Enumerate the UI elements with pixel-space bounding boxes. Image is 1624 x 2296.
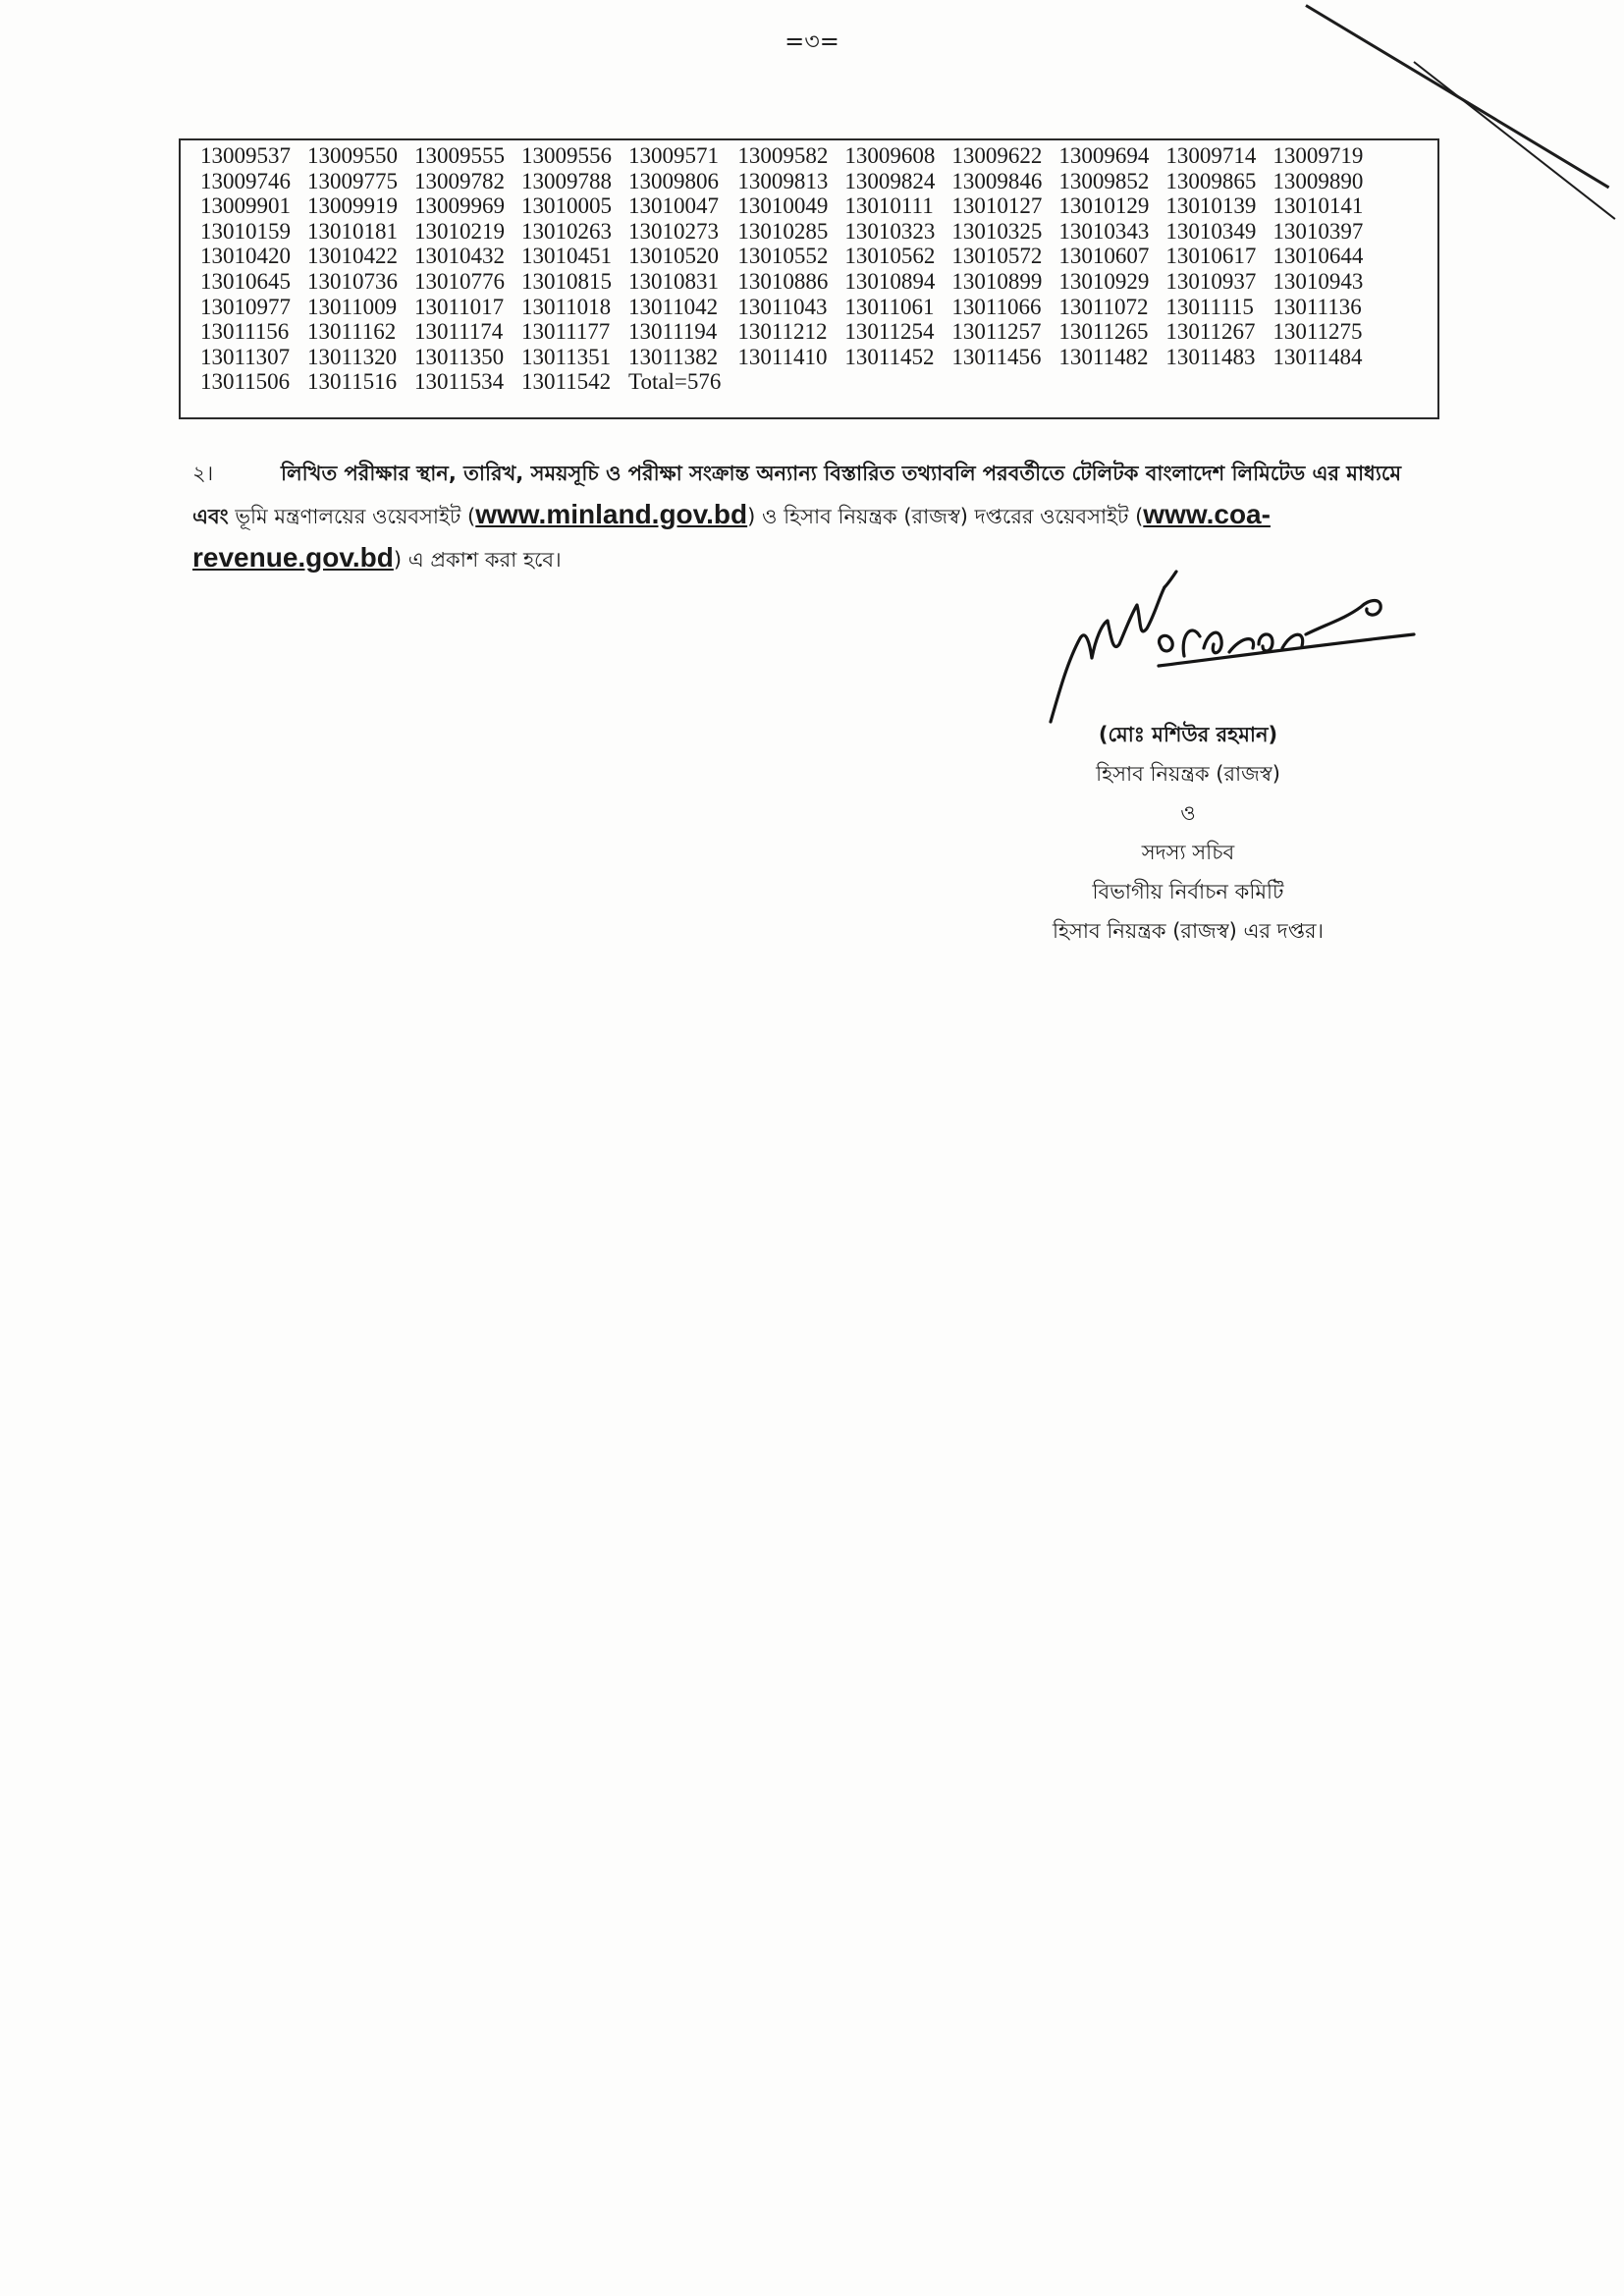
- notice-text-1: ভূমি মন্ত্রণালয়ের ওয়েবসাইট (: [235, 505, 476, 528]
- roll-number: 13011484: [1272, 344, 1363, 369]
- roll-number: 13009746: [200, 168, 291, 193]
- roll-number: 13011009: [307, 294, 398, 319]
- roll-number: 13011042: [628, 294, 719, 319]
- roll-number: 13010937: [1165, 268, 1257, 294]
- roll-number: 13011254: [844, 319, 935, 345]
- roll-number: 13010929: [1058, 268, 1150, 294]
- roll-number: 13011115: [1165, 294, 1254, 319]
- roll-number: 13010343: [1058, 218, 1150, 244]
- roll-number-box: [179, 138, 1439, 419]
- roll-number: 13009537: [200, 143, 291, 168]
- roll-number: 13010943: [1272, 268, 1364, 294]
- roll-number: 13011043: [737, 294, 828, 319]
- roll-row: [200, 269, 1380, 295]
- roll-number: 13009622: [951, 143, 1043, 168]
- roll-number: 13011018: [521, 294, 612, 319]
- roll-row: [200, 295, 1380, 320]
- roll-number: 13011307: [200, 344, 291, 369]
- roll-number: 13010736: [307, 268, 398, 294]
- roll-number: 13009556: [521, 143, 612, 168]
- roll-row: [200, 219, 1380, 245]
- roll-number: 13009694: [1058, 143, 1150, 168]
- roll-number: 13011257: [951, 319, 1042, 345]
- roll-number: 13009782: [414, 168, 505, 193]
- roll-number: 13010127: [951, 193, 1043, 219]
- roll-number: 13011194: [628, 319, 718, 345]
- roll-number: 13011072: [1058, 294, 1149, 319]
- roll-number: 13011410: [737, 344, 828, 369]
- roll-number: 13009846: [951, 168, 1043, 193]
- roll-number: 13010273: [628, 218, 719, 244]
- roll-number: 13009719: [1272, 143, 1364, 168]
- scan-edge-mark-2: [1413, 61, 1615, 220]
- roll-number: 13010572: [951, 244, 1043, 269]
- signatory-designation: হিসাব নিয়ন্ত্রক (রাজস্ব): [1096, 762, 1280, 786]
- roll-number: 13011350: [414, 344, 505, 369]
- signatory-office: হিসাব নিয়ন্ত্রক (রাজস্ব) এর দপ্তর।: [1052, 919, 1325, 943]
- roll-number: 13009714: [1165, 143, 1257, 168]
- roll-number: 13011506: [200, 369, 291, 395]
- roll-number: 13011534: [414, 369, 505, 395]
- roll-number: 13010607: [1058, 244, 1150, 269]
- roll-number: 13010432: [414, 244, 505, 269]
- signatory-committee: বিভাগীয় নির্বাচন কমিটি: [1092, 880, 1284, 903]
- roll-number: 13010129: [1058, 193, 1150, 219]
- roll-number: 13010815: [521, 268, 612, 294]
- roll-number: 13009969: [414, 193, 505, 219]
- roll-number: 13010263: [521, 218, 612, 244]
- roll-number: 13010005: [521, 193, 612, 219]
- roll-number: 13010181: [307, 218, 398, 244]
- roll-number: 13011456: [951, 344, 1042, 369]
- roll-number: 13011174: [414, 319, 504, 345]
- roll-row: [200, 244, 1380, 269]
- roll-number: 13011275: [1272, 319, 1363, 345]
- roll-number: 13010219: [414, 218, 505, 244]
- roll-number: 13009890: [1272, 168, 1364, 193]
- roll-number: 13011452: [844, 344, 935, 369]
- roll-number: 13009571: [628, 143, 719, 168]
- roll-number-table: [200, 143, 1380, 395]
- roll-number: 13010617: [1165, 244, 1257, 269]
- roll-number: 13011212: [737, 319, 828, 345]
- coa-revenue-website-link[interactable]: www.coa-revenue.gov.bd: [192, 499, 1271, 573]
- notice-text-3: ) এ প্রকাশ করা হবে।: [393, 548, 562, 572]
- roll-number: 13011482: [1058, 344, 1149, 369]
- page-number: =৩=: [785, 27, 839, 55]
- roll-number: 13010047: [628, 193, 719, 219]
- roll-number: 13011267: [1165, 319, 1256, 345]
- roll-number: 13011382: [628, 344, 719, 369]
- roll-number: 13011320: [307, 344, 398, 369]
- roll-number: 13010139: [1165, 193, 1257, 219]
- roll-number: 13010159: [200, 218, 291, 244]
- roll-number: 13011542: [521, 369, 612, 395]
- roll-number: 13011017: [414, 294, 505, 319]
- roll-row: [200, 169, 1380, 194]
- roll-number: 13009550: [307, 143, 398, 168]
- roll-number: 13009852: [1058, 168, 1150, 193]
- roll-row: [200, 143, 1380, 169]
- roll-number: 13010420: [200, 244, 291, 269]
- roll-number: 13011156: [200, 319, 290, 345]
- roll-number: 13010141: [1272, 193, 1364, 219]
- roll-number: 13010644: [1272, 244, 1364, 269]
- roll-number: 13009775: [307, 168, 398, 193]
- roll-number: 13010451: [521, 244, 612, 269]
- roll-row: [200, 319, 1380, 345]
- notice-text-2: ) ও হিসাব নিয়ন্ত্রক (রাজস্ব) দপ্তরের ওয়েবসাইট (: [747, 505, 1144, 528]
- roll-number: 13010397: [1272, 218, 1364, 244]
- signatory-name: (মোঃ মশিউর রহমান): [1098, 723, 1278, 746]
- roll-number: 13011516: [307, 369, 398, 395]
- roll-number: 13010422: [307, 244, 398, 269]
- roll-number: 13009824: [844, 168, 936, 193]
- roll-row: [200, 345, 1380, 370]
- signature-block: [943, 715, 1434, 951]
- roll-number: 13010111: [844, 193, 934, 219]
- roll-number: 13010552: [737, 244, 829, 269]
- roll-number: 13011162: [307, 319, 397, 345]
- roll-number: 13011483: [1165, 344, 1256, 369]
- roll-number: 13010562: [844, 244, 936, 269]
- roll-number: 13011061: [844, 294, 935, 319]
- roll-number: 13010776: [414, 268, 505, 294]
- roll-number: 13010349: [1165, 218, 1257, 244]
- roll-number: 13009788: [521, 168, 612, 193]
- roll-number: 13011066: [951, 294, 1042, 319]
- roll-total: Total=576: [628, 369, 722, 395]
- roll-number: 13010831: [628, 268, 719, 294]
- minland-website-link[interactable]: www.minland.gov.bd: [475, 499, 748, 529]
- paragraph-number: ২।: [192, 462, 214, 485]
- roll-number: 13010886: [737, 268, 829, 294]
- roll-row: [200, 369, 1380, 395]
- roll-number: 13009582: [737, 143, 829, 168]
- notice-bold-text: লিখিত পরীক্ষার স্থান, তারিখ, সময়সূচি ও পরীক্ষা সংক্রান্ত অন্যান্য বিস্তারিত তথ্যাবলি পরবর্তীতে টেলিটক বাংলাদেশ লিমিটেড এর মাধ্যমে এবং: [192, 462, 1402, 528]
- signatory-role: সদস্য সচিব: [1141, 841, 1235, 864]
- roll-row: [200, 193, 1380, 219]
- roll-number: 13010977: [200, 294, 291, 319]
- roll-number: 13009806: [628, 168, 719, 193]
- roll-number: 13009901: [200, 193, 291, 219]
- roll-number: 13010325: [951, 218, 1043, 244]
- roll-number: 13010899: [951, 268, 1043, 294]
- roll-number: 13011136: [1272, 294, 1362, 319]
- roll-number: 13009555: [414, 143, 505, 168]
- roll-number: 13009919: [307, 193, 398, 219]
- roll-number: 13011265: [1058, 319, 1149, 345]
- roll-number: 13010894: [844, 268, 936, 294]
- roll-number: 13009608: [844, 143, 936, 168]
- roll-number: 13010323: [844, 218, 936, 244]
- roll-number: 13011351: [521, 344, 612, 369]
- roll-number: 13010520: [628, 244, 719, 269]
- roll-number: 13010049: [737, 193, 829, 219]
- signatory-conjunction: ও: [1180, 801, 1196, 825]
- roll-number: 13009865: [1165, 168, 1257, 193]
- roll-number: 13011177: [521, 319, 611, 345]
- roll-number: 13010645: [200, 268, 291, 294]
- roll-number: 13010285: [737, 218, 829, 244]
- roll-number: 13009813: [737, 168, 829, 193]
